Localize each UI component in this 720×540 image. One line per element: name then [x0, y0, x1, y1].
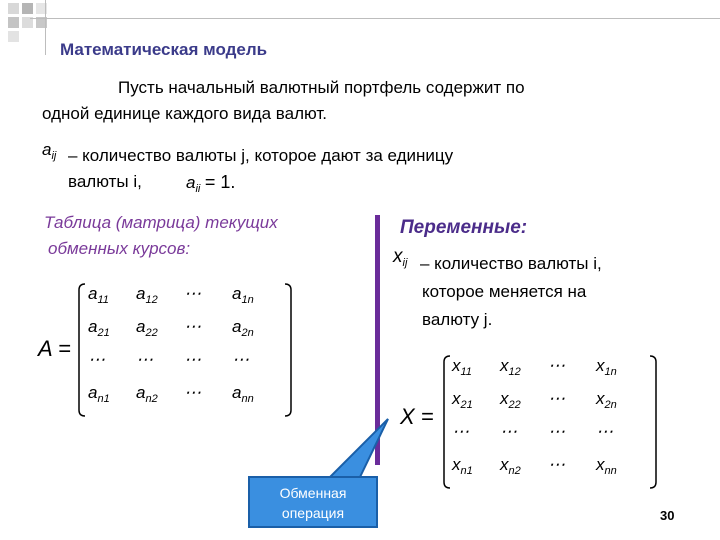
- def-a-symbol: $a_{ij}$: [42, 140, 57, 162]
- matrix-cell: $a_{22}$: [136, 317, 158, 339]
- matrix-cell: ⋯: [548, 356, 565, 375]
- matrix-cell: $x_{n1}$: [452, 455, 473, 477]
- def-x-line-2: которое меняется на: [422, 282, 587, 301]
- decor-square: [22, 3, 33, 14]
- matrix-cell: $a_{12}$: [136, 284, 158, 306]
- matrix-cell: ⋯: [136, 350, 153, 369]
- page-number: 30: [660, 508, 675, 523]
- decor-square: [8, 3, 19, 14]
- intro-line-1: Пусть начальный валютный портфель содержит по: [118, 78, 525, 97]
- header-rule: [30, 18, 720, 19]
- matrix-cell: $a_{n2}$: [136, 383, 158, 405]
- matrix-cell: $a_{2n}$: [232, 317, 254, 339]
- matrix-cell: $x_{22}$: [500, 389, 521, 411]
- matrix-cell: ⋯: [548, 422, 565, 441]
- matrix-cell: ⋯: [548, 389, 565, 408]
- matrix-cell: $a_{1n}$: [232, 284, 254, 306]
- matrix-cell: $x_{11}$: [452, 356, 472, 378]
- matrix-cell: $x_{12}$: [500, 356, 521, 378]
- matrix-cell: ⋯: [452, 422, 469, 441]
- matrix-cell: ⋯: [596, 422, 613, 441]
- matrix-cell: ⋯: [548, 455, 565, 474]
- slide-title: Математическая модель: [60, 40, 268, 59]
- decor-square: [8, 31, 19, 42]
- matrix-cell: $a_{n1}$: [88, 383, 110, 405]
- decor-square: [8, 17, 19, 28]
- def-a-equation: $a_{ii} = 1$.: [186, 172, 236, 195]
- def-x-symbol: $x_{ij}$: [393, 246, 408, 269]
- matrix-heading-line-2: обменных курсов:: [48, 239, 191, 258]
- matrix-cell: $x_{nn}$: [596, 455, 617, 477]
- matrix-cell: ⋯: [184, 284, 201, 303]
- def-x-line-1: – количество валюты i,: [420, 254, 602, 273]
- def-a-line-1: – количество валюты j, которое дают за единицу: [68, 146, 454, 165]
- callout-line-2: операция: [281, 505, 345, 521]
- matrix-cell: $a_{11}$: [88, 284, 109, 306]
- matrix-cell: ⋯: [184, 350, 201, 369]
- matrix-cell: $x_{n2}$: [500, 455, 521, 477]
- callout-pointer: [300, 415, 400, 485]
- matrix-cell: ⋯: [232, 350, 249, 369]
- matrix-cell: ⋯: [88, 350, 105, 369]
- matrix-a-label: A =: [38, 336, 71, 361]
- callout-line-1: Обменная: [279, 485, 347, 501]
- exchange-operation-callout: [248, 476, 378, 528]
- def-a-line-2: валюты i,: [68, 172, 142, 191]
- matrix-cell: $x_{21}$: [452, 389, 473, 411]
- matrix-cell: ⋯: [500, 422, 517, 441]
- matrix-cell: $a_{21}$: [88, 317, 110, 339]
- matrix-heading-line-1: Таблица (матрица) текущих: [44, 213, 278, 232]
- matrix-x-label: X =: [400, 404, 434, 429]
- header-rule-vertical: [45, 0, 46, 55]
- variables-heading: Переменные:: [400, 217, 528, 238]
- intro-line-2: одной единице каждого вида валют.: [42, 104, 328, 123]
- matrix-cell: ⋯: [184, 383, 201, 402]
- matrix-cell: ⋯: [184, 317, 201, 336]
- matrix-cell: $x_{1n}$: [596, 356, 617, 378]
- matrix-cell: $a_{nn}$: [232, 383, 254, 405]
- def-x-line-3: валюту j.: [422, 310, 493, 329]
- matrix-cell: $x_{2n}$: [596, 389, 617, 411]
